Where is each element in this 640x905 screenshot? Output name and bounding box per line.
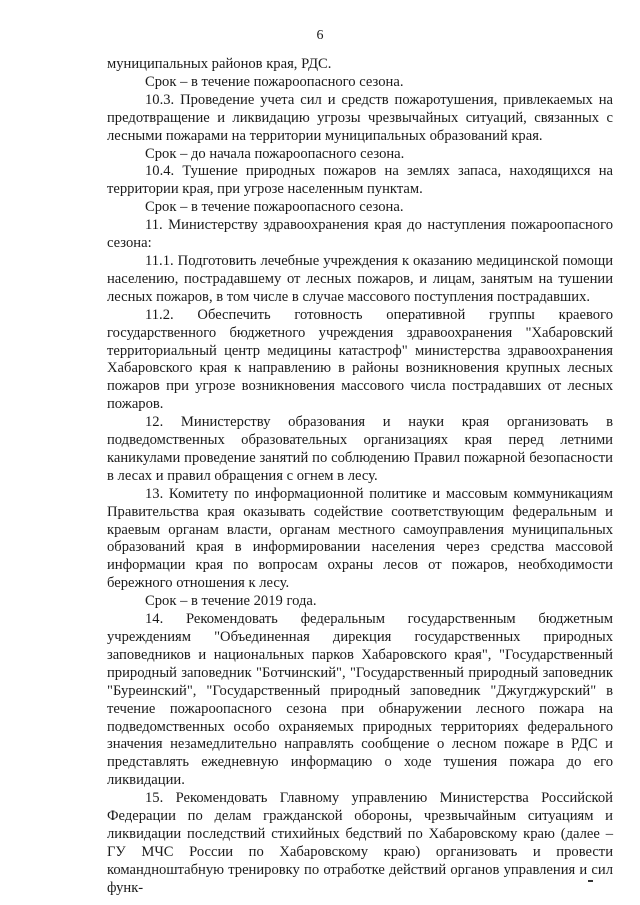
paragraph-11-2: 11.2. Обеспечить готовность оперативной группы краевого государственного бюджетного учреждения здравоохранения "Хабаровский территориальный центр медицины катастроф" министерства здравоохранения Хабаровского края к направлению в районы возникновения крупных лесных пожаров при угрозе возникновения массового числа пострадавших от лесных пожаров.: [107, 306, 613, 413]
paragraph-11: 11. Министерству здравоохранения края до наступления пожароопасного сезона:: [107, 217, 613, 252]
paragraph-11-1: 11.1. Подготовить лечебные учреждения к оказанию медицинской помощи населению, пострадавшему от лесных пожаров, и лицам, занятым на тушении лесных пожаров, в том числе в случае массового поступления пострадавших.: [107, 252, 613, 305]
document-body: [107, 56, 613, 898]
paragraph-continuation: муниципальных районов края, РДС.: [107, 56, 332, 72]
paragraph-13: 13. Комитету по информационной политике и массовым коммуникациям Правительства края оказывать содействие соответствующим федеральным и краевым органам власти, органам местного самоуправления муниципальных образований края в информировании населения через средства массовой информации края по вопросам охраны лесов от пожаров, необходимости бережного отношения к лесу.: [107, 485, 613, 592]
paragraph-10-4: 10.4. Тушение природных пожаров на землях запаса, находящихся на территории края, при угрозе населенным пунктам.: [107, 163, 613, 198]
page-number: 6: [316, 28, 324, 43]
scan-mark: [588, 880, 593, 882]
paragraph-15: 15. Рекомендовать Главному управлению Министерства Российской Федерации по делам гражданской обороны, чрезвычайным ситуациям и ликвидации последствий стихийных бедствий по Хабаровскому краю (далее – ГУ МЧС России по Хабаровскому краю) организовать и провести командноштабную тренировку по отработке действий органов управления и сил функ-: [107, 790, 613, 896]
paragraph-deadline: Срок – в течение пожароопасного сезона.: [145, 73, 404, 90]
paragraph-10-3: 10.3. Проведение учета сил и средств пожаротушения, привлекаемых на предотвращение и ликвидацию угрозы чрезвычайных ситуаций, связанных с лесными пожарами на территории муниципальных образований края.: [107, 91, 613, 144]
paragraph-12: 12. Министерству образования и науки края организовать в подведомственных образовательных организациях края перед летними каникулами проведение занятий по соблюдению Правил пожарной безопасности в лесах и правил обращения с огнем в лесу.: [107, 414, 613, 484]
paragraph-deadline: Срок – до начала пожароопасного сезона.: [145, 145, 405, 162]
paragraph-deadline: Срок – в течение 2019 года.: [145, 593, 317, 610]
paragraph-14: 14. Рекомендовать федеральным государственным бюджетным учреждениям "Объединенная дирекция государственных природных заповедников и национальных парков Хабаровского края", "Государственный природный заповедник "Ботчинский", "Государственный природный заповедник "Буреинский", "Государственный природный заповедник "Джугджурский" в течение пожароопасного сезона при обнаружении лесного пожара на подведомственных особо охраняемых природных территориях федерального значения незамедлительно направлять сообщение о лесном пожаре в РДС и представлять ежедневную информацию о ходе тушения пожара до его ликвидации.: [107, 611, 613, 789]
paragraph-deadline: Срок – в течение пожароопасного сезона.: [145, 199, 404, 216]
